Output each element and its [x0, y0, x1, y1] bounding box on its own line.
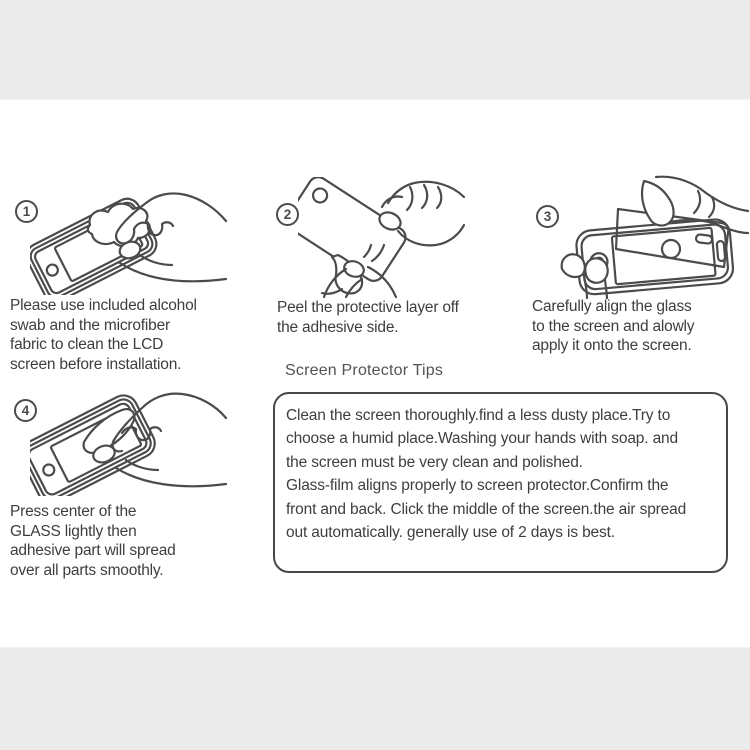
- top-gray-band: [0, 0, 750, 100]
- caption-line: screen before installation.: [10, 355, 182, 373]
- step-2-number-badge: 2: [276, 203, 299, 226]
- tips-line: front and back. Click the middle of the screen.the air spread: [286, 500, 687, 518]
- tips-box: [273, 392, 728, 573]
- caption-line: over all parts smoothly.: [10, 561, 164, 579]
- step-4-number-badge: 4: [14, 399, 37, 422]
- tips-line: out automatically. generally use of 2 days is best.: [286, 524, 615, 542]
- caption-line: Carefully align the glass: [532, 298, 692, 315]
- step-2-caption: [277, 298, 459, 337]
- step-3-illustration-aligning-icon: [558, 175, 750, 299]
- caption-line: the adhesive side.: [277, 318, 399, 336]
- tips-line: the screen must be very clean and polished.: [286, 453, 583, 471]
- tips-line: choose a humid place.Washing your hands with soap. and: [286, 430, 678, 448]
- caption-line: apply it onto the screen.: [532, 337, 692, 354]
- tips-line: Glass-film aligns properly to screen protector.Confirm the: [286, 477, 669, 495]
- caption-line: to the screen and alowly: [532, 317, 695, 335]
- step-3-number-badge: 3: [536, 205, 559, 228]
- bottom-gray-band: [0, 647, 750, 750]
- caption-line: swab and the microfiber: [10, 316, 170, 334]
- tips-heading: Screen Protector Tips: [285, 362, 444, 379]
- caption-line: adhesive part will spread: [10, 542, 176, 559]
- step-2-illustration-peeling-icon: [298, 177, 466, 299]
- step-1-illustration-cleaning-icon: [30, 187, 230, 295]
- step-4-caption: [10, 502, 176, 580]
- caption-line: Please use included alcohol: [10, 297, 197, 314]
- step-1-caption: [10, 296, 197, 374]
- caption-line: Peel the protective layer off: [277, 299, 459, 316]
- caption-line: fabric to clean the LCD: [10, 336, 164, 353]
- step-3-caption: [532, 297, 694, 356]
- step-4-illustration-pressing-icon: [30, 388, 230, 496]
- caption-line: GLASS lightly then: [10, 522, 137, 540]
- tips-line: Clean the screen thoroughly.find a less dusty place.Try to: [286, 407, 671, 424]
- caption-line: Press center of the: [10, 503, 137, 520]
- step-1-number-badge: 1: [15, 200, 38, 223]
